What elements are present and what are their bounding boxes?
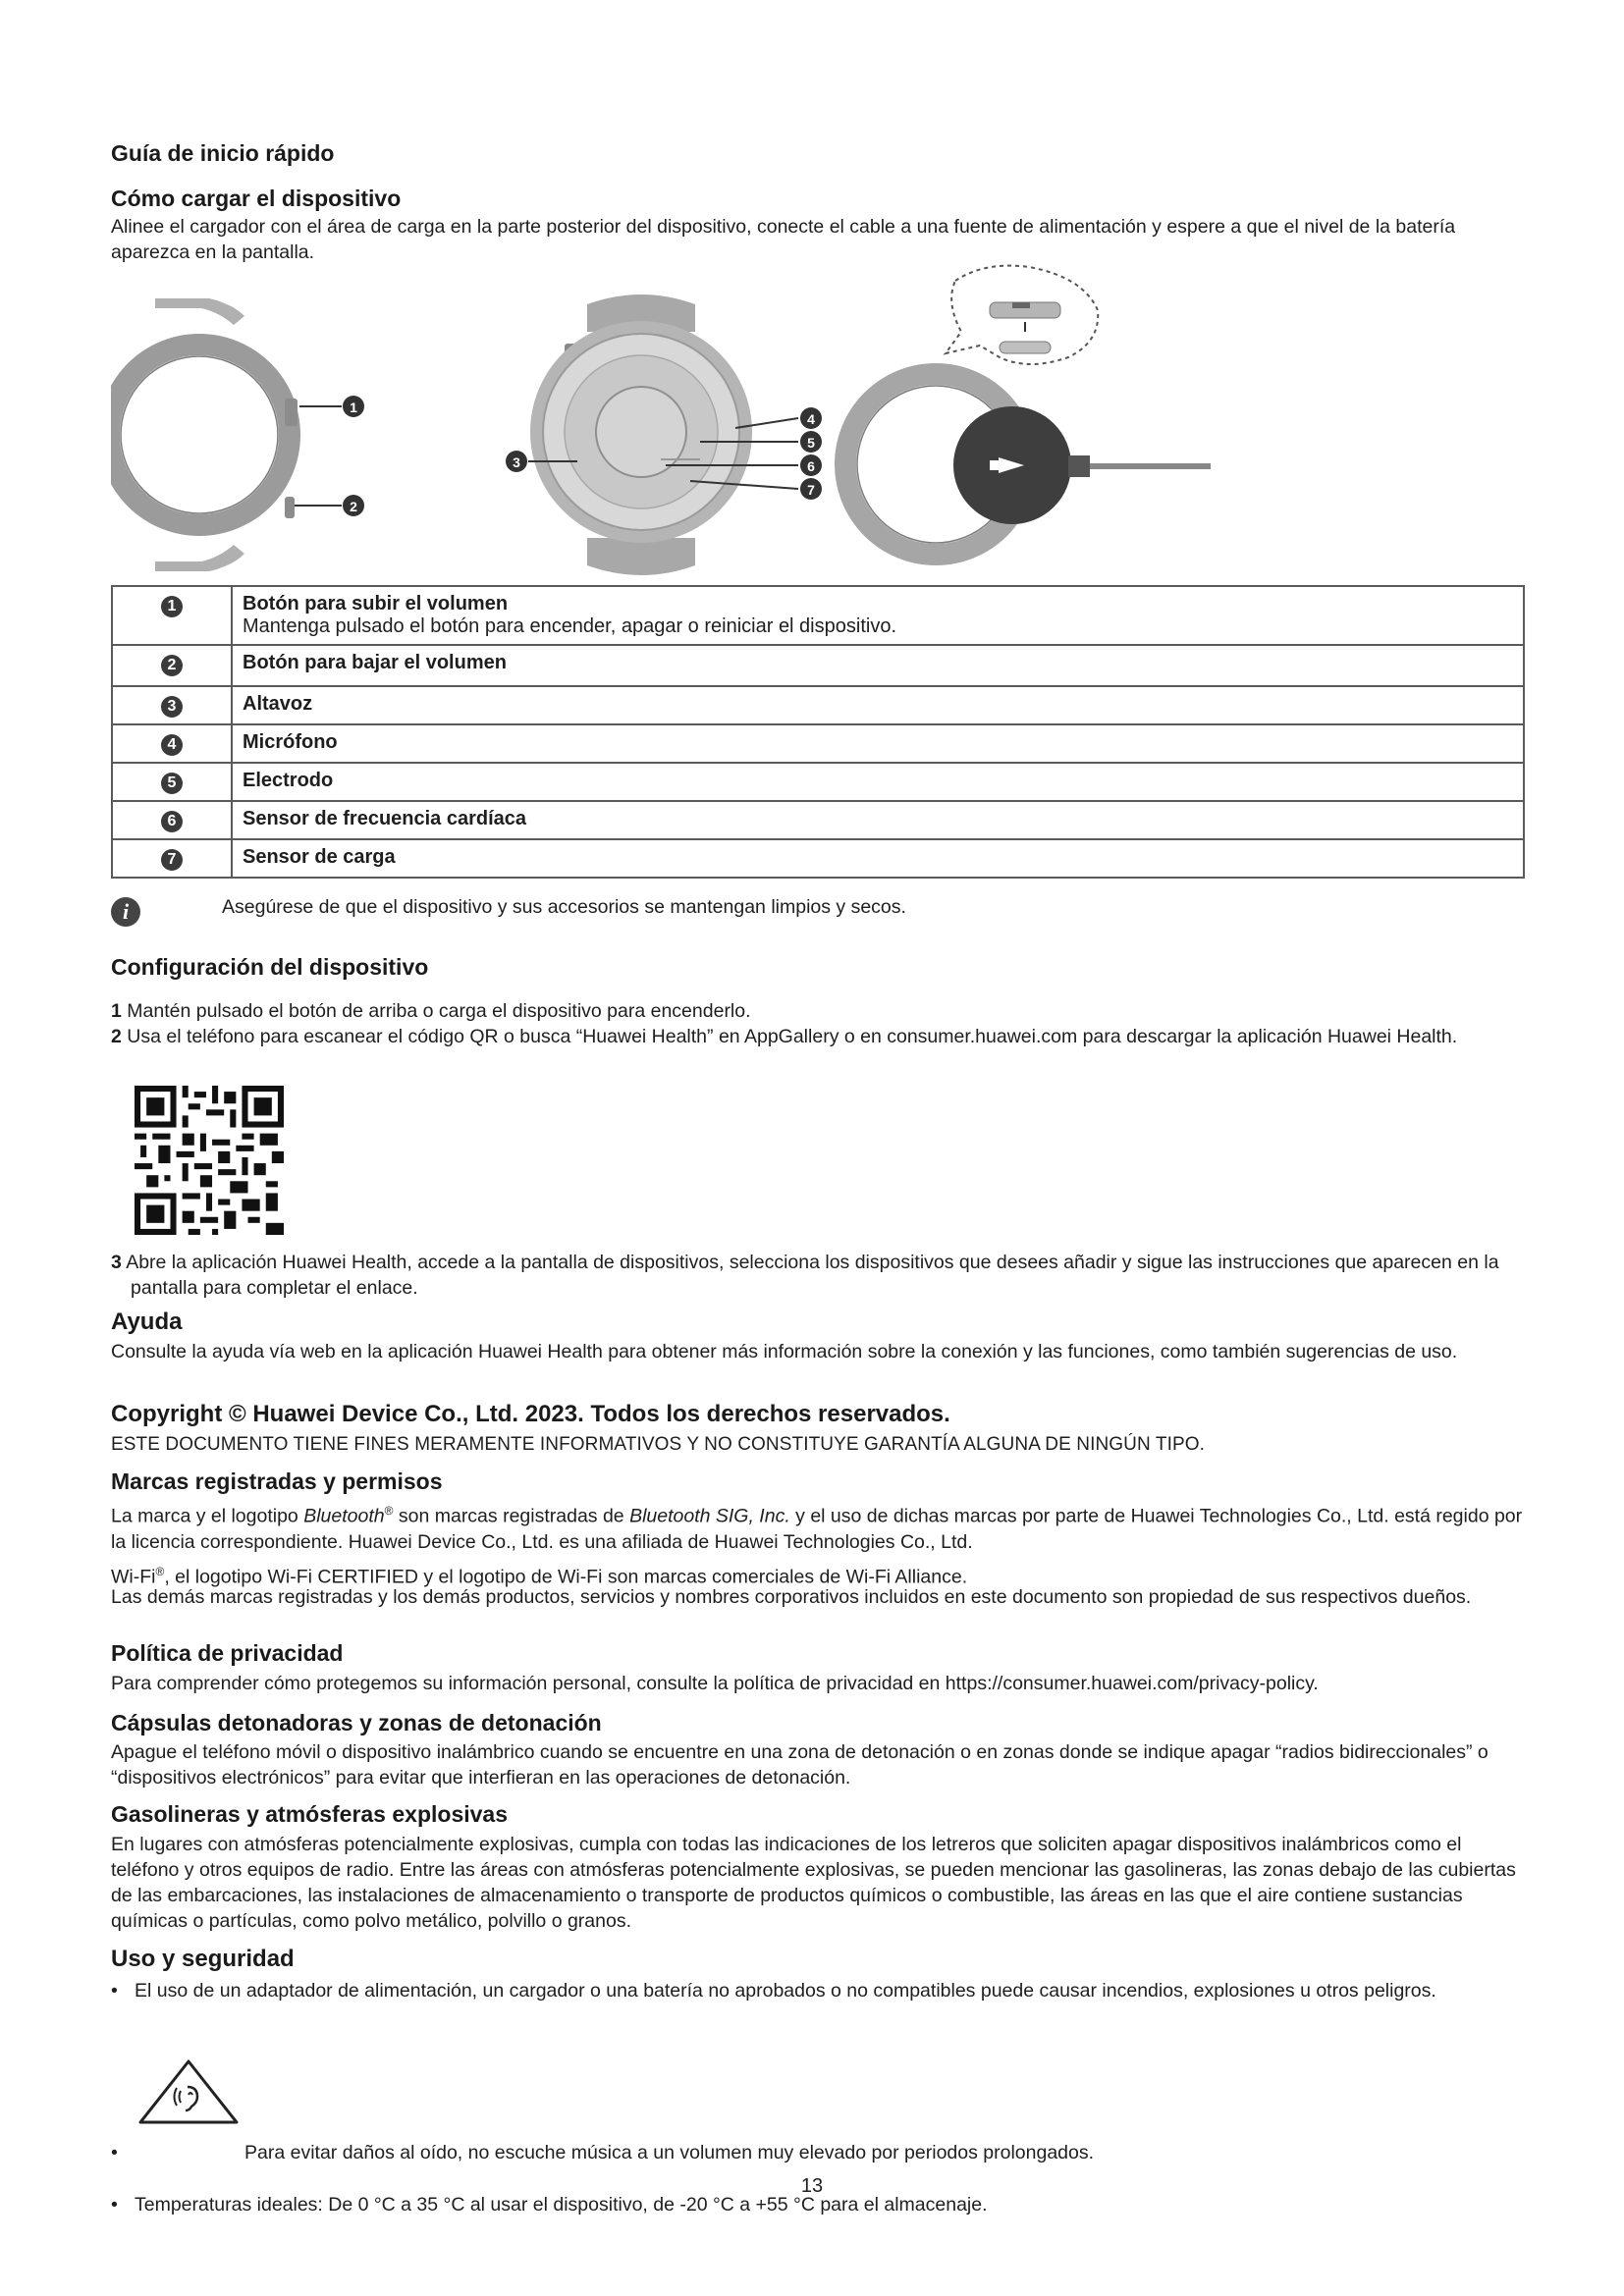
help-heading: Ayuda xyxy=(111,1308,183,1335)
wifi-mark: Wi-Fi xyxy=(111,1566,156,1588)
safety-bullet-hearing xyxy=(111,2140,1548,2165)
part-name: Electrodo xyxy=(243,770,334,791)
setup-steps xyxy=(111,998,1525,1049)
setup-steps-cont xyxy=(111,1250,1525,1301)
table-row xyxy=(112,645,1524,686)
trademarks-others: Las demás marcas registradas y los demás productos, servicios y nombres corporativos incluidos en este documento son propiedad de sus respectivos dueños. xyxy=(111,1586,1472,1608)
table-row xyxy=(112,839,1524,878)
part-name: Sensor de carga xyxy=(243,846,396,868)
safety-heading: Uso y seguridad xyxy=(111,1946,295,1972)
part-name: Sensor de frecuencia cardíaca xyxy=(243,808,527,829)
setup-step xyxy=(111,998,1525,1024)
part-name: Micrófono xyxy=(243,731,338,753)
safety-bullet: • El uso de un adaptador de alimentación, un cargador o una batería no aprobados o no compatibles puede causar incendios, explosiones u otros peligros. xyxy=(111,1978,1548,2003)
callout-badge: 7 xyxy=(161,849,183,871)
callout-3-label: 3 xyxy=(513,454,520,470)
document-title: Guía de inicio rápido xyxy=(111,140,335,166)
page-number: 13 xyxy=(800,2175,824,2197)
copyright-heading: Copyright © Huawei Device Co., Ltd. 2023. Todos los derechos reservados. xyxy=(111,1401,950,1427)
explosive-heading: Gasolineras y atmósferas explosivas xyxy=(111,1801,508,1827)
privacy-heading: Política de privacidad xyxy=(111,1640,344,1666)
text-run: y el uso de dichas marcas por parte de Huawei Technologies Co., Ltd. está regido por la licencia correspondiente. Huawei Device Co., Ltd. es una afiliada de Huawei Technologies Co., Ltd. xyxy=(111,1505,1523,1553)
charging-text: Alinee el cargador con el área de carga en la parte posterior del dispositivo, conecte el cable a una fuente de alimentación y espere a que el nivel de la batería aparezca en la pantalla. xyxy=(111,216,1456,263)
part-name: Altavoz xyxy=(243,693,313,715)
qr-code xyxy=(135,1086,284,1235)
charging-heading: Cómo cargar el dispositivo xyxy=(111,186,402,211)
privacy-text: Para comprender cómo protegemos su información personal, consulte la política de privacidad en https://consumer.huawei.com/privacy-policy. xyxy=(111,1673,1319,1694)
callout-7-label: 7 xyxy=(807,482,815,498)
table-row xyxy=(112,763,1524,801)
watch-charging-view xyxy=(845,266,1211,555)
callout-badge: 3 xyxy=(161,696,183,718)
watch-side-view xyxy=(111,298,364,571)
watch-diagram xyxy=(111,263,1240,577)
callout-2-label: 2 xyxy=(350,499,357,514)
setup-step xyxy=(111,1250,1525,1301)
setup-step xyxy=(111,1024,1525,1049)
info-icon: i xyxy=(111,897,140,927)
blasting-heading: Cápsulas detonadoras y zonas de detonación xyxy=(111,1710,602,1735)
table-row xyxy=(112,586,1524,645)
part-detail: Mantenga pulsado el botón para encender, apagar o reiniciar el dispositivo. xyxy=(243,615,896,637)
note-text: Asegúrese de que el dispositivo y sus accesorios se mantengan limpios y secos. xyxy=(222,896,906,918)
blasting-text: Apague el teléfono móvil o dispositivo inalámbrico cuando se encuentre en una zona de detonación o en zonas donde se indique apagar “radios bidireccionales” o “dispositivos electrónicos” para evitar que interfieran en las operaciones de detonación. xyxy=(111,1741,1489,1789)
bluetooth-mark: Bluetooth xyxy=(303,1505,385,1527)
step-text: Mantén pulsado el botón de arriba o carga el dispositivo para encenderlo. xyxy=(127,1000,751,1022)
part-name: Botón para subir el volumen xyxy=(243,593,509,614)
step-number: 1 xyxy=(111,1000,122,1022)
part-name: Botón para bajar el volumen xyxy=(243,652,507,673)
callout-1-label: 1 xyxy=(350,400,357,415)
step-text: Abre la aplicación Huawei Health, accede a la pantalla de dispositivos, selecciona los dispositivos que desees añadir y sigue las instrucciones que aparecen en la pantalla para completar el enlace. xyxy=(126,1252,1499,1299)
callout-5-label: 5 xyxy=(807,435,815,451)
table-row xyxy=(112,686,1524,724)
step-number: 2 xyxy=(111,1026,122,1047)
bluetooth-sig: Bluetooth SIG, Inc. xyxy=(629,1505,790,1527)
callout-badge: 4 xyxy=(161,734,183,756)
step-number: 3 xyxy=(111,1252,122,1273)
table-row xyxy=(112,801,1524,839)
registered-mark: ® xyxy=(384,1504,394,1518)
callout-badge: 5 xyxy=(161,773,183,794)
text-run: son marcas registradas de xyxy=(393,1505,630,1527)
trademarks-heading: Marcas registradas y permisos xyxy=(111,1468,443,1494)
callout-badge: 6 xyxy=(161,811,183,832)
safety-bullet: • Temperaturas ideales: De 0 °C a 35 °C al usar el dispositivo, de -20 °C a +55 °C para el almacenaje. xyxy=(111,2192,1548,2217)
registered-mark: ® xyxy=(155,1565,165,1578)
help-text: Consulte la ayuda vía web en la aplicación Huawei Health para obtener más información sobre la conexión y las funciones, como también sugerencias de uso. xyxy=(111,1341,1458,1362)
explosive-text: En lugares con atmósferas potencialmente explosivas, cumpla con todas las indicaciones de los letreros que soliciten apagar dispositivos inalámbricos como el teléfono y otros equipos de radio. Entre las áreas con atmósferas potencialmente explosivas, se pueden mencionar las gasolineras, las zonas debajo de las cubiertas de las embarcaciones, las instalaciones de almacenamiento o transporte de productos químicos o combustible, las áreas en las que el aire contiene sustancias químicas o partículas, como polvo metálico, polvillo o granos. xyxy=(111,1834,1516,1932)
setup-heading: Configuración del dispositivo xyxy=(111,954,429,980)
watch-back-view xyxy=(506,294,822,575)
copyright-text: ESTE DOCUMENTO TIENE FINES MERAMENTE INFORMATIVOS Y NO CONSTITUYE GARANTÍA ALGUNA DE NINGÚN TIPO. xyxy=(111,1434,1205,1455)
safety-hearing-text: Para evitar daños al oído, no escuche música a un volumen muy elevado por periodos prolongados. xyxy=(244,2142,1095,2163)
parts-table xyxy=(111,585,1525,879)
callout-6-label: 6 xyxy=(807,458,815,474)
trademarks-bluetooth xyxy=(111,1498,1525,1555)
callout-badge: 2 xyxy=(161,655,183,676)
step-text: Usa el teléfono para escanear el código QR o busca “Huawei Health” en AppGallery o en consumer.huawei.com para descargar la aplicación Huawei Health. xyxy=(127,1026,1458,1047)
text-run: , el logotipo Wi-Fi CERTIFIED y el logotipo de Wi-Fi son marcas comerciales de Wi-Fi Alliance. xyxy=(164,1566,968,1588)
callout-badge: 1 xyxy=(161,596,183,617)
text-run: La marca y el logotipo xyxy=(111,1505,304,1527)
hearing-warning-icon xyxy=(136,2057,241,2126)
callout-4-label: 4 xyxy=(807,411,815,427)
table-row xyxy=(112,724,1524,763)
